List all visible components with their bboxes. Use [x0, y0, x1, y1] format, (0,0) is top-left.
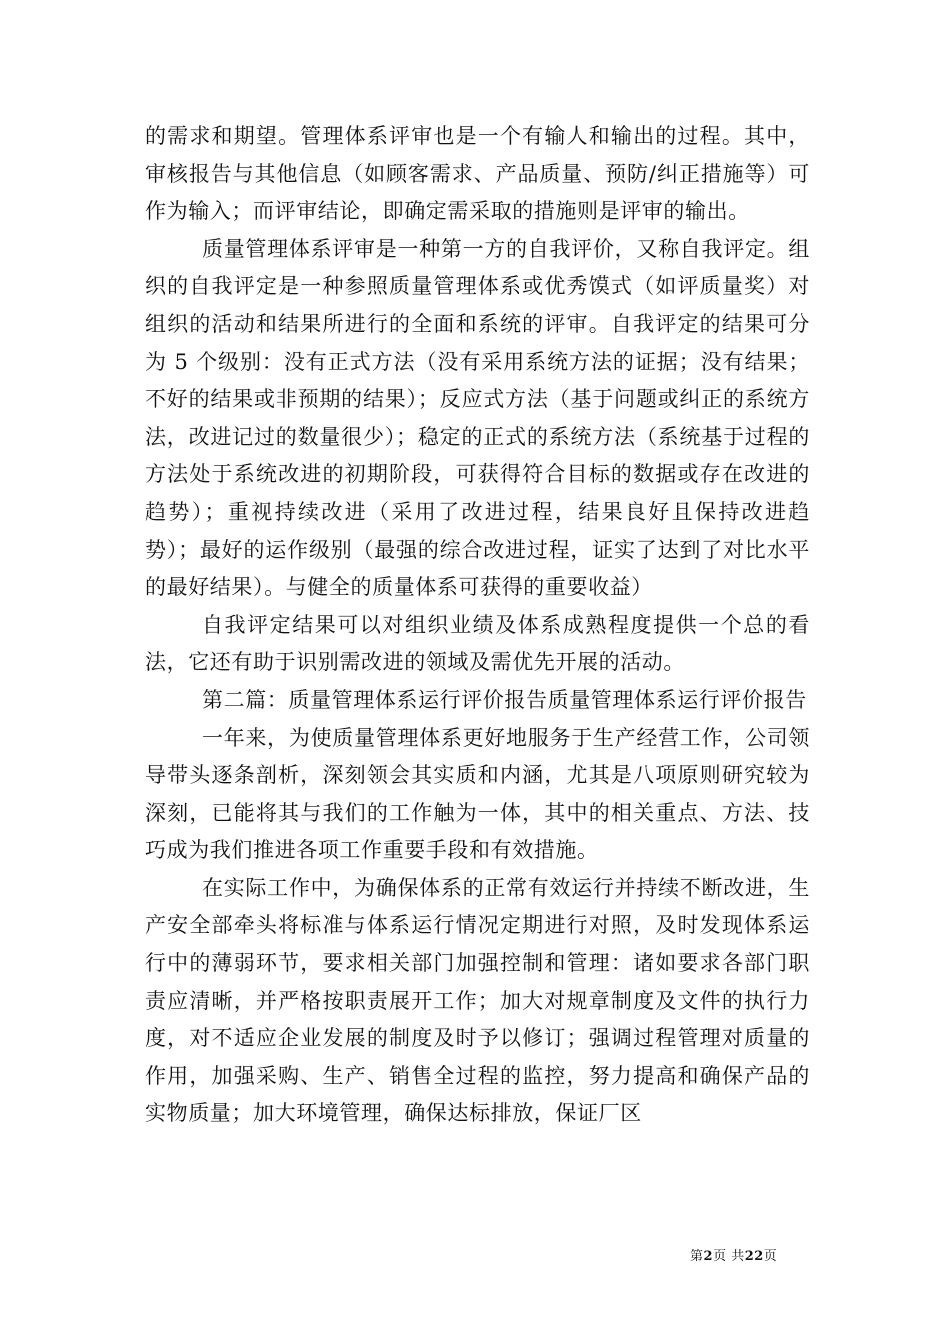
page-number-footer [690, 1249, 840, 1265]
current-page-number: 2 [703, 1249, 714, 1264]
footer-middle: 页 共 [713, 1249, 745, 1264]
document-body [145, 118, 810, 1133]
footer-suffix: 页 [763, 1249, 778, 1264]
paragraph-2: 质量管理体系评审是一种第一方的自我评价，又称自我评定。组织的自我评定是一种参照质量管理体系或优秀馍式（如评质量奖）对组织的活动和结果所进行的全面和系统的评审。自我评定的结果可分为 5 个级别：没有正式方法（没有采用系统方法的证据；没有结果；不好的结果或非预期的结果）；反应式方法（基于问题或纠正的系统方法，改进记过的数量很少）；稳定的正式的系统方法（系统基于过程的方法处于系统改进的初期阶段，可获得符合目标的数据或存在改进的趋势）；重视持续改进（采用了改进过程，结果良好且保持改进趋势）；最好的运作级别（最强的综合改进过程，证实了达到了对比水平的最好结果）。与健全的质量体系可获得的重要收益） [145, 236, 810, 600]
paragraph-6: 在实际工作中，为确保体系的正常有效运行并持续不断改进，生产安全部牵头将标准与体系运行情况定期进行对照，及时发现体系运行中的薄弱环节，要求相关部门加强控制和管理：诸如要求各部门职责应清晰，并严格按职责展开工作；加大对规章制度及文件的执行力度，对不适应企业发展的制度及时予以修订；强调过程管理对质量的作用，加强采购、生产、销售全过程的监控，努力提高和确保产品的实物质量；加大环境管理，确保达标排放，保证厂区 [145, 875, 810, 1126]
paragraph-5: 一年来，为使质量管理体系更好地服务于生产经营工作，公司领导带头逐条剖析，深刻领会其实质和内涵，尤其是八项原则研究较为深刻，已能将其与我们的工作触为一体，其中的相关重点、方法、技巧成为我们推进各项工作重要手段和有效措施。 [145, 725, 810, 863]
paragraph-1: 的需求和期望。管理体系评审也是一个有输人和输出的过程。其中，审核报告与其他信息（如顾客需求、产品质量、预防/纠正措施等）可作为输入；而评审结论，即确定需采取的措施则是评审的输出。 [145, 124, 810, 224]
footer-prefix: 第 [690, 1249, 704, 1264]
paragraph-3: 自我评定结果可以对组织业绩及体系成熟程度提供一个总的看法，它还有助于识别需改进的领域及需优先开展的活动。 [145, 612, 810, 675]
paragraph-4-heading: 第二篇：质量管理体系运行评价报告质量管理体系运行评价报告 [202, 687, 807, 712]
total-page-count: 22 [744, 1249, 764, 1264]
